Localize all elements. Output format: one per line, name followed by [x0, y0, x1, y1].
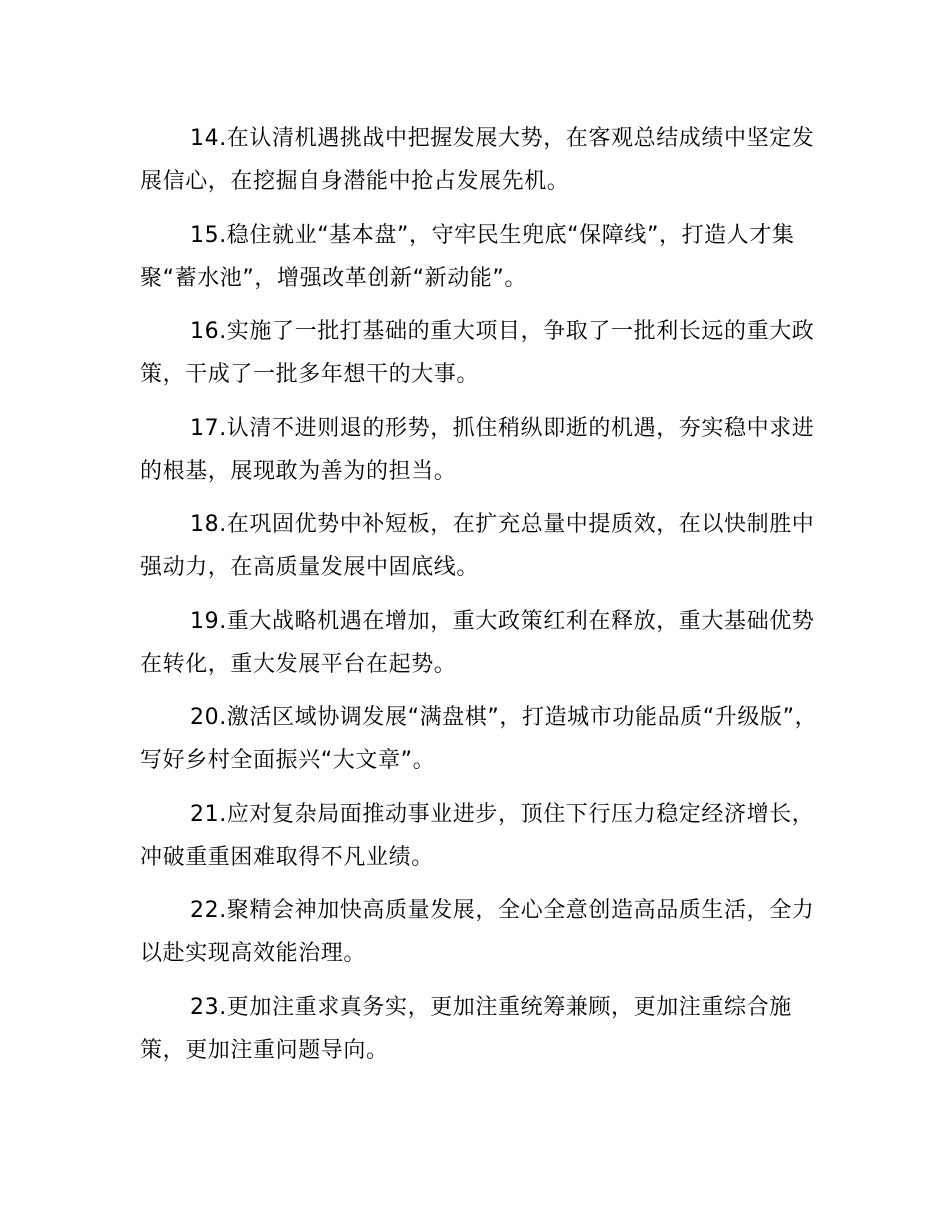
paragraph-21: 21.应对复杂局面推动事业进步，顶住下行压力稳定经济增长，冲破重重困难取得不凡业绩。 [140, 801, 815, 870]
paragraph-18: 18.在巩固优势中补短板，在扩充总量中提质效，在以快制胜中强动力，在高质量发展中固底线。 [140, 512, 815, 580]
paragraph-20: 20.激活区域协调发展“满盘棋”，打造城市功能品质“升级版”，写好乡村全面振兴“大文章”。 [140, 705, 818, 773]
paragraph-15: 15.稳住就业“基本盘”，守牢民生兜底“保障线”，打造人才集聚“蓄水池”，增强改革创新“新动能”。 [140, 222, 795, 291]
paragraph-14: 14.在认清机遇挑战中把握发展大势，在客观总结成绩中坚定发展信心，在挖掘自身潜能中抢占发展先机。 [140, 126, 815, 194]
paragraph-17: 17.认清不进则退的形势，抓住稍纵即逝的机遇，夯实稳中求进的根基，展现敢为善为的担当。 [140, 415, 815, 484]
paragraph-16: 16.实施了一批打基础的重大项目，争取了一批利长远的重大政策，干成了一批多年想干的大事。 [140, 319, 815, 387]
document-body [140, 117, 830, 1082]
paragraph-22: 22.聚精会神加快高质量发展，全心全意创造高品质生活，全力以赴实现高效能治理。 [140, 898, 815, 966]
paragraph-23: 23.更加注重求真务实，更加注重统筹兼顾，更加注重综合施策，更加注重问题导向。 [140, 994, 792, 1063]
paragraph-19: 19.重大战略机遇在增加，重大政策红利在释放，重大基础优势在转化，重大发展平台在起势。 [140, 608, 815, 677]
